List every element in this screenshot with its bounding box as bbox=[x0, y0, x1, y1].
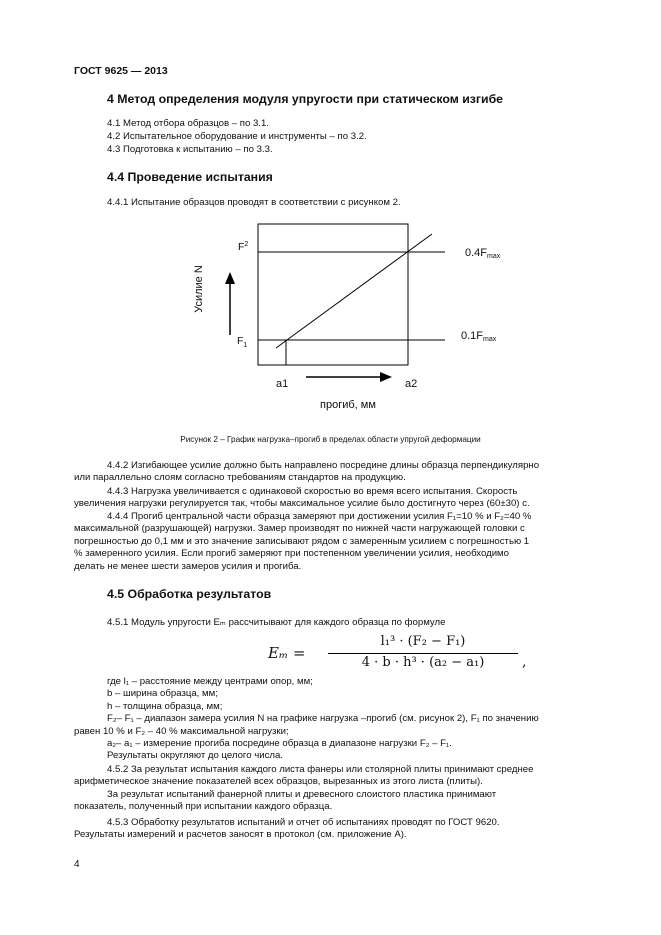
definition-b: b – ширина образца, мм; bbox=[107, 688, 218, 700]
paragraph-4-4-3: 4.4.3 Нагрузка увеличивается с одинаковой скоростью во время всего испытания. Скорость увеличения нагрузки регулируется так, чтобы максимальное усилие было достигнуто через (60±30) с. bbox=[74, 486, 530, 510]
definition-f-cont: равен 10 % и F₂ – 40 % максимальной нагрузки; bbox=[74, 725, 289, 737]
load-deflection-figure bbox=[180, 215, 520, 420]
page-number: 4 bbox=[74, 859, 80, 870]
upper-level-label: 0.4Fmax bbox=[465, 247, 501, 260]
paragraph-4-4-2: 4.4.2 Изгибающее усилие должно быть направлено посредине длины образца перпендикулярно или параллельно слоям согласно требованиям стандартов на продукцию. bbox=[74, 460, 540, 484]
formula-denominator: 4 · b · h³ · (a₂ − a₁) bbox=[361, 655, 485, 670]
paragraph-4-5-2: 4.5.2 За результат испытания каждого листа фанеры или столярной плиты принимают среднее арифметическое значение показателей всех образцов, вырезанных из этого листа (плиты). За результат испытаний фанерной плиты и древесного слоистого пластика принимают показатель, полученный при испытании каждого образца. bbox=[74, 764, 534, 813]
section-4-list bbox=[107, 118, 367, 156]
load-deflection-line bbox=[276, 234, 432, 348]
formula-lhs: Eₘ = bbox=[268, 644, 306, 662]
paragraph-4-5-3: 4.5.3 Обработку результатов испытаний и отчет об испытаниях проводят по ГОСТ 9620. Результаты измерений и расчетов заносят в протокол (см. приложение А). bbox=[74, 817, 500, 841]
list-item: 4.2 Испытательное оборудование и инструменты – по 3.2. bbox=[107, 130, 367, 142]
f1-label: $F_1$ bbox=[237, 335, 248, 349]
definition-a: a₂– a₁ – измерение прогиба посредине образца в диапазоне нагрузки F₂ – F₁. bbox=[107, 738, 452, 750]
elastic-modulus-formula bbox=[268, 634, 568, 674]
f2-label: $F^2$ bbox=[238, 241, 249, 253]
a2-label: а2 bbox=[405, 378, 418, 390]
paragraph-4-4-1: 4.4.1 Испытание образцов проводят в соответствии с рисунком 2. bbox=[107, 197, 401, 208]
figure-frame bbox=[258, 224, 408, 365]
up-arrow-icon bbox=[225, 272, 235, 284]
list-item: 4.3 Подготовка к испытанию – по 3.3. bbox=[107, 143, 273, 155]
x-axis-label: прогиб, мм bbox=[320, 399, 376, 411]
section-4-5-title: 4.5 Обработка результатов bbox=[107, 587, 272, 601]
formula-numerator: l₁³ · (F₂ − F₁) bbox=[380, 634, 466, 649]
fraction-bar bbox=[328, 653, 518, 654]
formula-definitions bbox=[74, 676, 617, 763]
paragraph-4-5-1: 4.5.1 Модуль упругости Eₘ рассчитывают для каждого образца по формуле bbox=[107, 617, 446, 628]
section-4-title: 4 Метод определения модуля упругости при статическом изгибе bbox=[107, 92, 504, 106]
formula-tail: , bbox=[522, 654, 527, 670]
document-header: ГОСТ 9625 — 2013 bbox=[74, 65, 168, 77]
definition-h: h – толщина образца, мм; bbox=[107, 700, 223, 712]
figure-caption: Рисунок 2 – График нагрузка–прогиб в пределах области упругой деформации bbox=[180, 435, 481, 444]
paragraph-4-4-4: 4.4.4 Прогиб центральной части образца замеряют при достижении усилия F₁=10 % и F₂=40 % максимальной (разрушающей) нагрузки. Замер производят по нижней части нагружающей головки с погрешностью до 0,1 мм и это значение записывают рядом с замеренным усилием с погрешностью 1 % замеренного усилия. Если прогиб замеряют при постепенном увеличении усилия, необходимо делать не менее шести замеров усилия и прогиба. bbox=[74, 511, 532, 572]
y-axis-label: Усилие N bbox=[193, 265, 205, 313]
section-4-4-title: 4.4 Проведение испытания bbox=[107, 170, 273, 184]
definition-l1: где l₁ – расстояние между центрами опор, мм; bbox=[107, 676, 313, 687]
lower-level-label: 0.1Fmax bbox=[461, 330, 497, 343]
definition-f: F₂– F₁ – диапазон замера усилия N на графике нагрузка –прогиб (см. рисунок 2), F₁ по значению bbox=[107, 713, 539, 725]
a1-label: а1 bbox=[276, 378, 289, 390]
right-arrow-icon bbox=[380, 372, 392, 382]
rounding-note: Результаты округляют до целого числа. bbox=[107, 750, 283, 762]
list-item: 4.1 Метод отбора образцов – по 3.1. bbox=[107, 118, 269, 129]
